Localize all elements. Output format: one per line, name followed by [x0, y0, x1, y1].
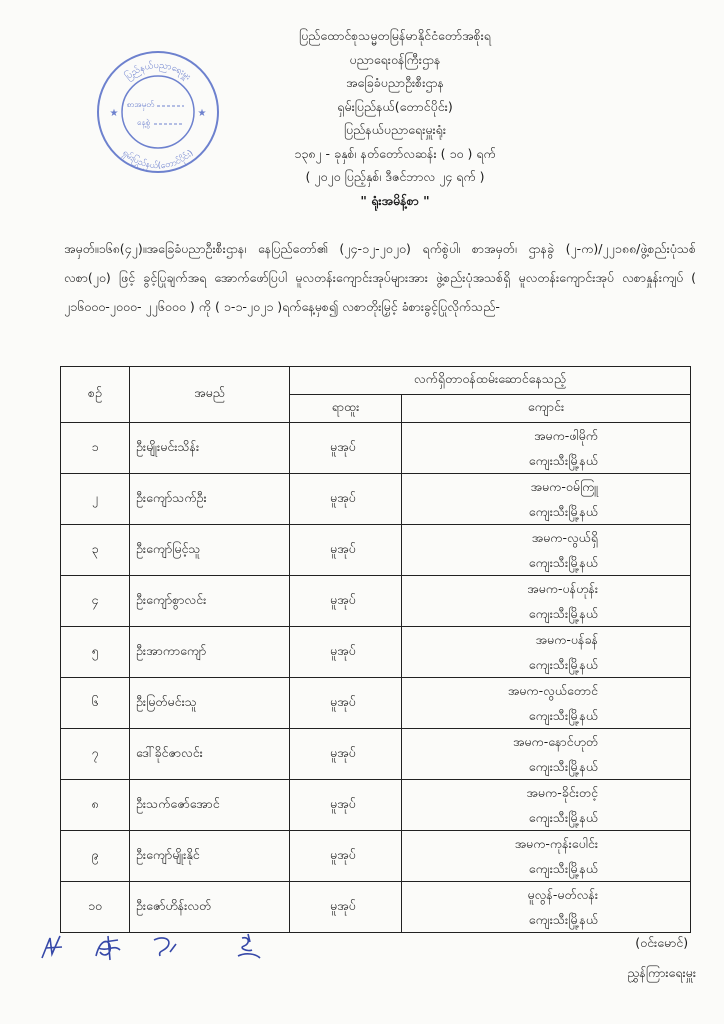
- staff-position: မူအုပ်: [290, 831, 402, 882]
- school-name: အမက-ဖါမိုက်: [533, 428, 598, 443]
- school-name: အမက-ပန်ဟုန်း: [527, 581, 598, 596]
- township-name: ကျေးသီးမြို့နယ်: [528, 759, 598, 774]
- seal-icon: [94, 48, 222, 176]
- staff-name: ဦးကျော်မြင့်သူ: [130, 525, 290, 576]
- table-row: [61, 474, 691, 525]
- school-name: အမက-ဝမ်ကြူ: [530, 479, 598, 494]
- staff-school-cell: [402, 474, 691, 525]
- table-row: [61, 627, 691, 678]
- header-line-department: အခြေခံပညာဦးစီးဌာန: [346, 75, 444, 90]
- staff-name: ဦးမျိုးမင်းသိန်း: [130, 423, 290, 474]
- staff-school-cell: [402, 627, 691, 678]
- header-line-government: ပြည်ထောင်စုသမ္မတမြန်မာနိုင်ငံတော်အစိုးရ: [299, 28, 491, 43]
- signature-block: [627, 928, 696, 988]
- row-number: ၁၀: [61, 882, 130, 933]
- staff-school-cell: [402, 831, 691, 882]
- school-name: အမက-လွယ်တောင်: [507, 683, 598, 698]
- township-name: ကျေးသီးမြို့နယ်: [528, 606, 598, 621]
- row-number: ၄: [61, 576, 130, 627]
- header-line-gregorian-date: ( ၂၀၂၀ ပြည့်နှစ်၊ ဒီဇင်ဘာလ ၂၄ ရက် ): [305, 169, 485, 184]
- staff-name: ဦးကျော်မျိုးနိုင်: [130, 831, 290, 882]
- school-name: အမက-နောင်ဟုတ်: [512, 734, 598, 749]
- staff-school-cell: [402, 882, 691, 933]
- school-name: အမက-ခိုင်းတင့်: [526, 785, 598, 800]
- row-number: ၉: [61, 831, 130, 882]
- table-row: [61, 780, 691, 831]
- row-number: ၂: [61, 474, 130, 525]
- township-name: ကျေးသီးမြို့နယ်: [528, 708, 598, 723]
- header-current-duty: လက်ရှိတာဝန်ထမ်းဆောင်နေသည့်: [290, 367, 691, 395]
- staff-name: ဦးသက်ဇော်အောင်: [130, 780, 290, 831]
- header-line-myanmar-date: ၁၃၈၂ - ခုနှစ်၊ နတ်တော်လဆန်း ( ၁၀ ) ရက်: [294, 145, 496, 161]
- staff-name: ဦးမြတ်မင်းသူ: [130, 678, 290, 729]
- header-position: ရာထူး: [290, 395, 402, 423]
- letterhead: [205, 24, 585, 212]
- header-line-office: ပြည်နယ်ပညာရေးမှူးရုံး: [343, 122, 447, 137]
- staff-school-cell: [402, 780, 691, 831]
- staff-school-cell: [402, 576, 691, 627]
- township-name: ကျေးသီးမြို့နယ်: [528, 504, 598, 519]
- svg-text:စာအမှတ်: စာအမှတ်: [126, 100, 154, 109]
- row-number: ၁: [61, 423, 130, 474]
- staff-position: မူအုပ်: [290, 474, 402, 525]
- table-row: [61, 525, 691, 576]
- header-line-ministry: ပညာရေးဝန်ကြီးဌာန: [349, 51, 441, 67]
- township-name: ကျေးသီးမြို့နယ်: [528, 657, 598, 672]
- staff-name: ဦးဇော်ဟိန်းလတ်: [130, 882, 290, 933]
- staff-school-cell: [402, 729, 691, 780]
- table-row: [61, 831, 691, 882]
- table-row: [61, 576, 691, 627]
- staff-name: ဒေါ်ခိုင်ဇာလင်း: [130, 729, 290, 780]
- staff-position: မူအုပ်: [290, 729, 402, 780]
- school-name: အမက-ပန်ခန်: [535, 632, 598, 647]
- table-row: [61, 423, 691, 474]
- staff-position: မူအုပ်: [290, 627, 402, 678]
- staff-school-cell: [402, 423, 691, 474]
- svg-text:ရှမ်းပြည်နယ်(တောင်ပိုင်း): ရှမ်းပြည်နယ်(တောင်ပိုင်း): [120, 148, 196, 172]
- row-number: ၈: [61, 780, 130, 831]
- row-number: ၇: [61, 729, 130, 780]
- header-line-region: ရှမ်းပြည်နယ်(တောင်ပိုင်း): [337, 98, 453, 114]
- staff-position: မူအုပ်: [290, 423, 402, 474]
- school-name: အမက-ကုန်းပေါင်း: [514, 836, 598, 851]
- staff-school-cell: [402, 525, 691, 576]
- svg-text:★: ★: [197, 108, 207, 119]
- svg-text:ပြည်နယ်ပညာရေးမှူး: ပြည်နယ်ပညာရေးမှူး: [123, 60, 193, 83]
- staff-position: မူအုပ်: [290, 678, 402, 729]
- township-name: ကျေးသီးမြို့နယ်: [528, 810, 598, 825]
- school-name: အမက-လွယ်ရှိ: [531, 530, 598, 545]
- township-name: ကျေးသီးမြို့နယ်: [528, 555, 598, 570]
- table-row: [61, 882, 691, 933]
- township-name: ကျေးသီးမြို့နယ်: [528, 453, 598, 468]
- table-row: [61, 678, 691, 729]
- staff-name: ဦးကျော်သက်ဦး: [130, 474, 290, 525]
- signature-marks-icon: [38, 930, 278, 964]
- staff-position: မူအုပ်: [290, 780, 402, 831]
- staff-name: ဦးကျော်စွာလင်း: [130, 576, 290, 627]
- document-title: " ရုံးအမိန့်စာ ": [360, 192, 430, 208]
- table-row: [61, 729, 691, 780]
- row-number: ၆: [61, 678, 130, 729]
- svg-text:နေ့စွဲ: နေ့စွဲ: [137, 118, 150, 127]
- staff-position: မူအုပ်: [290, 525, 402, 576]
- header-no: စဉ်: [61, 367, 130, 423]
- row-number: ၃: [61, 525, 130, 576]
- staff-position: မူအုပ်: [290, 882, 402, 933]
- township-name: ကျေးသီးမြို့နယ်: [528, 861, 598, 876]
- signer-title: ညွှန်ကြားရေးမှူး: [627, 965, 696, 980]
- staff-name: ဦးအာကာကျော်: [130, 627, 290, 678]
- header-name: အမည်: [130, 367, 290, 423]
- staff-position: မူအုပ်: [290, 576, 402, 627]
- office-seal-stamp: [94, 48, 222, 176]
- school-name: မူလွန်-မတ်လန်း: [527, 887, 598, 902]
- staff-school-cell: [402, 678, 691, 729]
- staff-table-body: [61, 423, 691, 933]
- signatures: [38, 930, 278, 964]
- signer-name: (ဝင်းမောင်): [635, 935, 689, 950]
- township-name: ကျေးသီးမြို့နယ်: [528, 912, 598, 927]
- header-school: ကျောင်း: [402, 395, 691, 423]
- svg-text:★: ★: [109, 108, 119, 119]
- staff-table: [60, 366, 691, 933]
- order-body: [64, 234, 696, 321]
- row-number: ၅: [61, 627, 130, 678]
- order-paragraph: အမှတ်။၁၆၈(၄၂)။အခြေခံပညာဦးစီးဌာန၊ နေပြည်တော်၏ (၂၄-၁၂-၂၀၂၀) ရက်စွဲပါ၊ စာအမှတ်၊ ဌာနခွဲ (၂-က)/၂၂၁၈၈/ဖွဲ့စည်းပုံသစ်လစာ(၂၀) ဖြင့် ခွင့်ပြုချက်အရ အောက်ဖော်ပြပါ မူလတန်းကျောင်းအုပ်များအား ဖွဲ့စည်းပုံအသစ်ရှိ မူလတန်းကျောင်းအုပ် လစာနှုန်းကျပ် ( ၂၁၆၀၀၀-၂၀၀၀- ၂၂၆၀၀၀ ) ကို ( ၁-၁-၂၀၂၁ )ရက်နေ့မှစ၍ လစာတိုးမြှင့် ခံစားခွင့်ပြုလိုက်သည်-: [64, 241, 696, 314]
